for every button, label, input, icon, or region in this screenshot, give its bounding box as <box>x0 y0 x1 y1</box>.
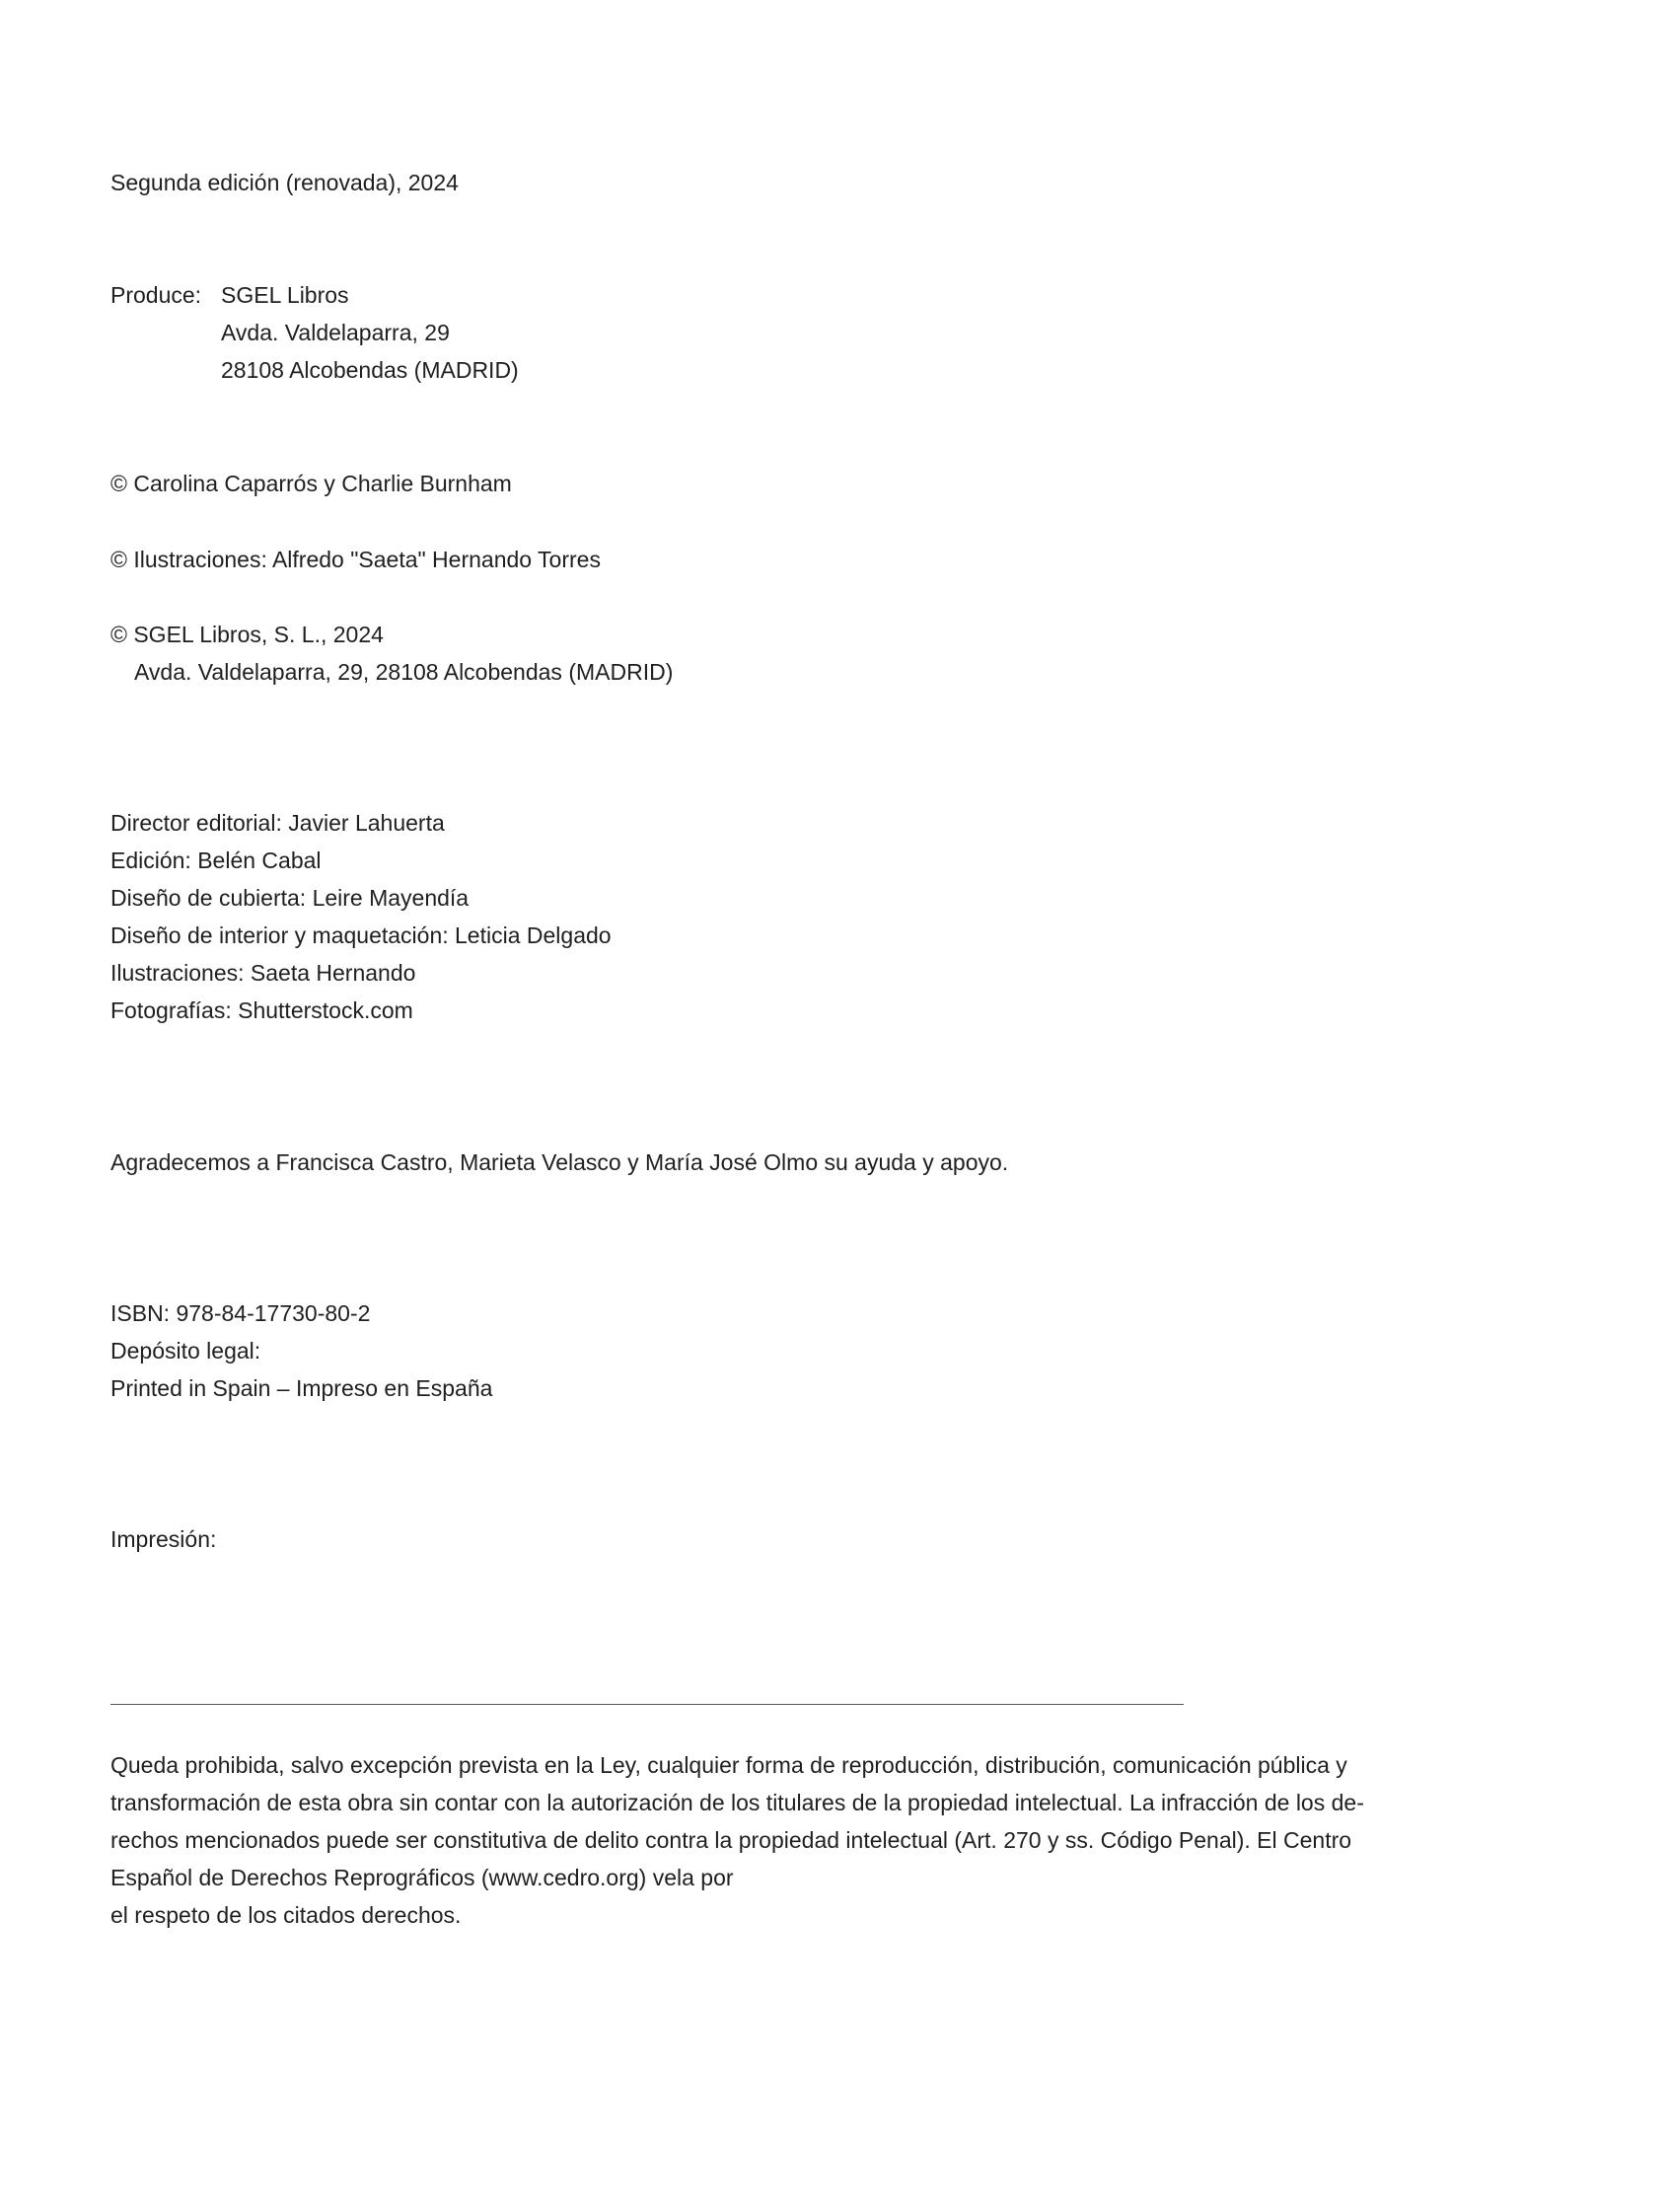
copyright-publisher <box>110 616 673 691</box>
isbn-text: ISBN: 978-84-17730-80-2 <box>110 1300 371 1326</box>
legal-notice-line: Queda prohibida, salvo excepción prevista en la Ley, cualquier forma de reproducción, distribución, comunicación pública y <box>110 1752 1347 1778</box>
credit-line: Diseño de cubierta: Leire Mayendía <box>110 885 470 911</box>
legal-notice <box>110 1746 1511 1934</box>
credit-line: Edición: Belén Cabal <box>110 848 322 873</box>
produce-block <box>110 276 519 389</box>
produce-label: Produce: <box>110 282 202 308</box>
copyright-illustrations-text: © Ilustraciones: Alfredo "Saeta" Hernando Torres <box>110 547 601 572</box>
legal-notice-line: el respeto de los citados derechos. <box>110 1902 462 1928</box>
legal-notice-line: transformación de esta obra sin contar con la autorización de los titulares de la propiedad intelectual. La infracción de los de- <box>110 1790 1364 1815</box>
divider-rule <box>110 1704 1184 1705</box>
edition-text: Segunda edición (renovada), 2024 <box>110 170 459 195</box>
publication-block <box>110 1294 492 1407</box>
printed-in-text: Printed in Spain – Impreso en España <box>110 1375 493 1401</box>
copyright-publisher-address: Avda. Valdelaparra, 29, 28108 Alcobendas (MADRID) <box>134 659 674 685</box>
producer-street: Avda. Valdelaparra, 29 <box>221 320 450 345</box>
producer-name: SGEL Libros <box>221 282 349 308</box>
credit-line: Ilustraciones: Saeta Hernando <box>110 960 416 986</box>
legal-notice-line: Español de Derechos Reprográficos (www.cedro.org) vela por <box>110 1865 734 1890</box>
copyright-authors <box>110 465 512 502</box>
copyright-illustrations <box>110 541 601 578</box>
credits-block <box>110 804 612 1029</box>
printing-line <box>110 1520 216 1558</box>
acknowledgement-text: Agradecemos a Francisca Castro, Marieta Velasco y María José Olmo su ayuda y apoyo. <box>110 1149 1009 1175</box>
legal-notice-line: rechos mencionados puede ser constitutiva de delito contra la propiedad intelectual (Art. 270 y ss. Código Penal). El Centro <box>110 1827 1352 1853</box>
copyright-publisher-text: © SGEL Libros, S. L., 2024 <box>110 622 384 647</box>
producer-city: 28108 Alcobendas (MADRID) <box>221 357 519 383</box>
edition-line <box>110 164 459 201</box>
acknowledgement <box>110 1143 1008 1181</box>
credit-line: Fotografías: Shutterstock.com <box>110 997 413 1023</box>
legal-deposit-text: Depósito legal: <box>110 1338 261 1364</box>
printing-text: Impresión: <box>110 1526 217 1552</box>
credit-line: Director editorial: Javier Lahuerta <box>110 810 445 836</box>
copyright-authors-text: © Carolina Caparrós y Charlie Burnham <box>110 471 512 496</box>
credit-line: Diseño de interior y maquetación: Leticia Delgado <box>110 922 612 948</box>
